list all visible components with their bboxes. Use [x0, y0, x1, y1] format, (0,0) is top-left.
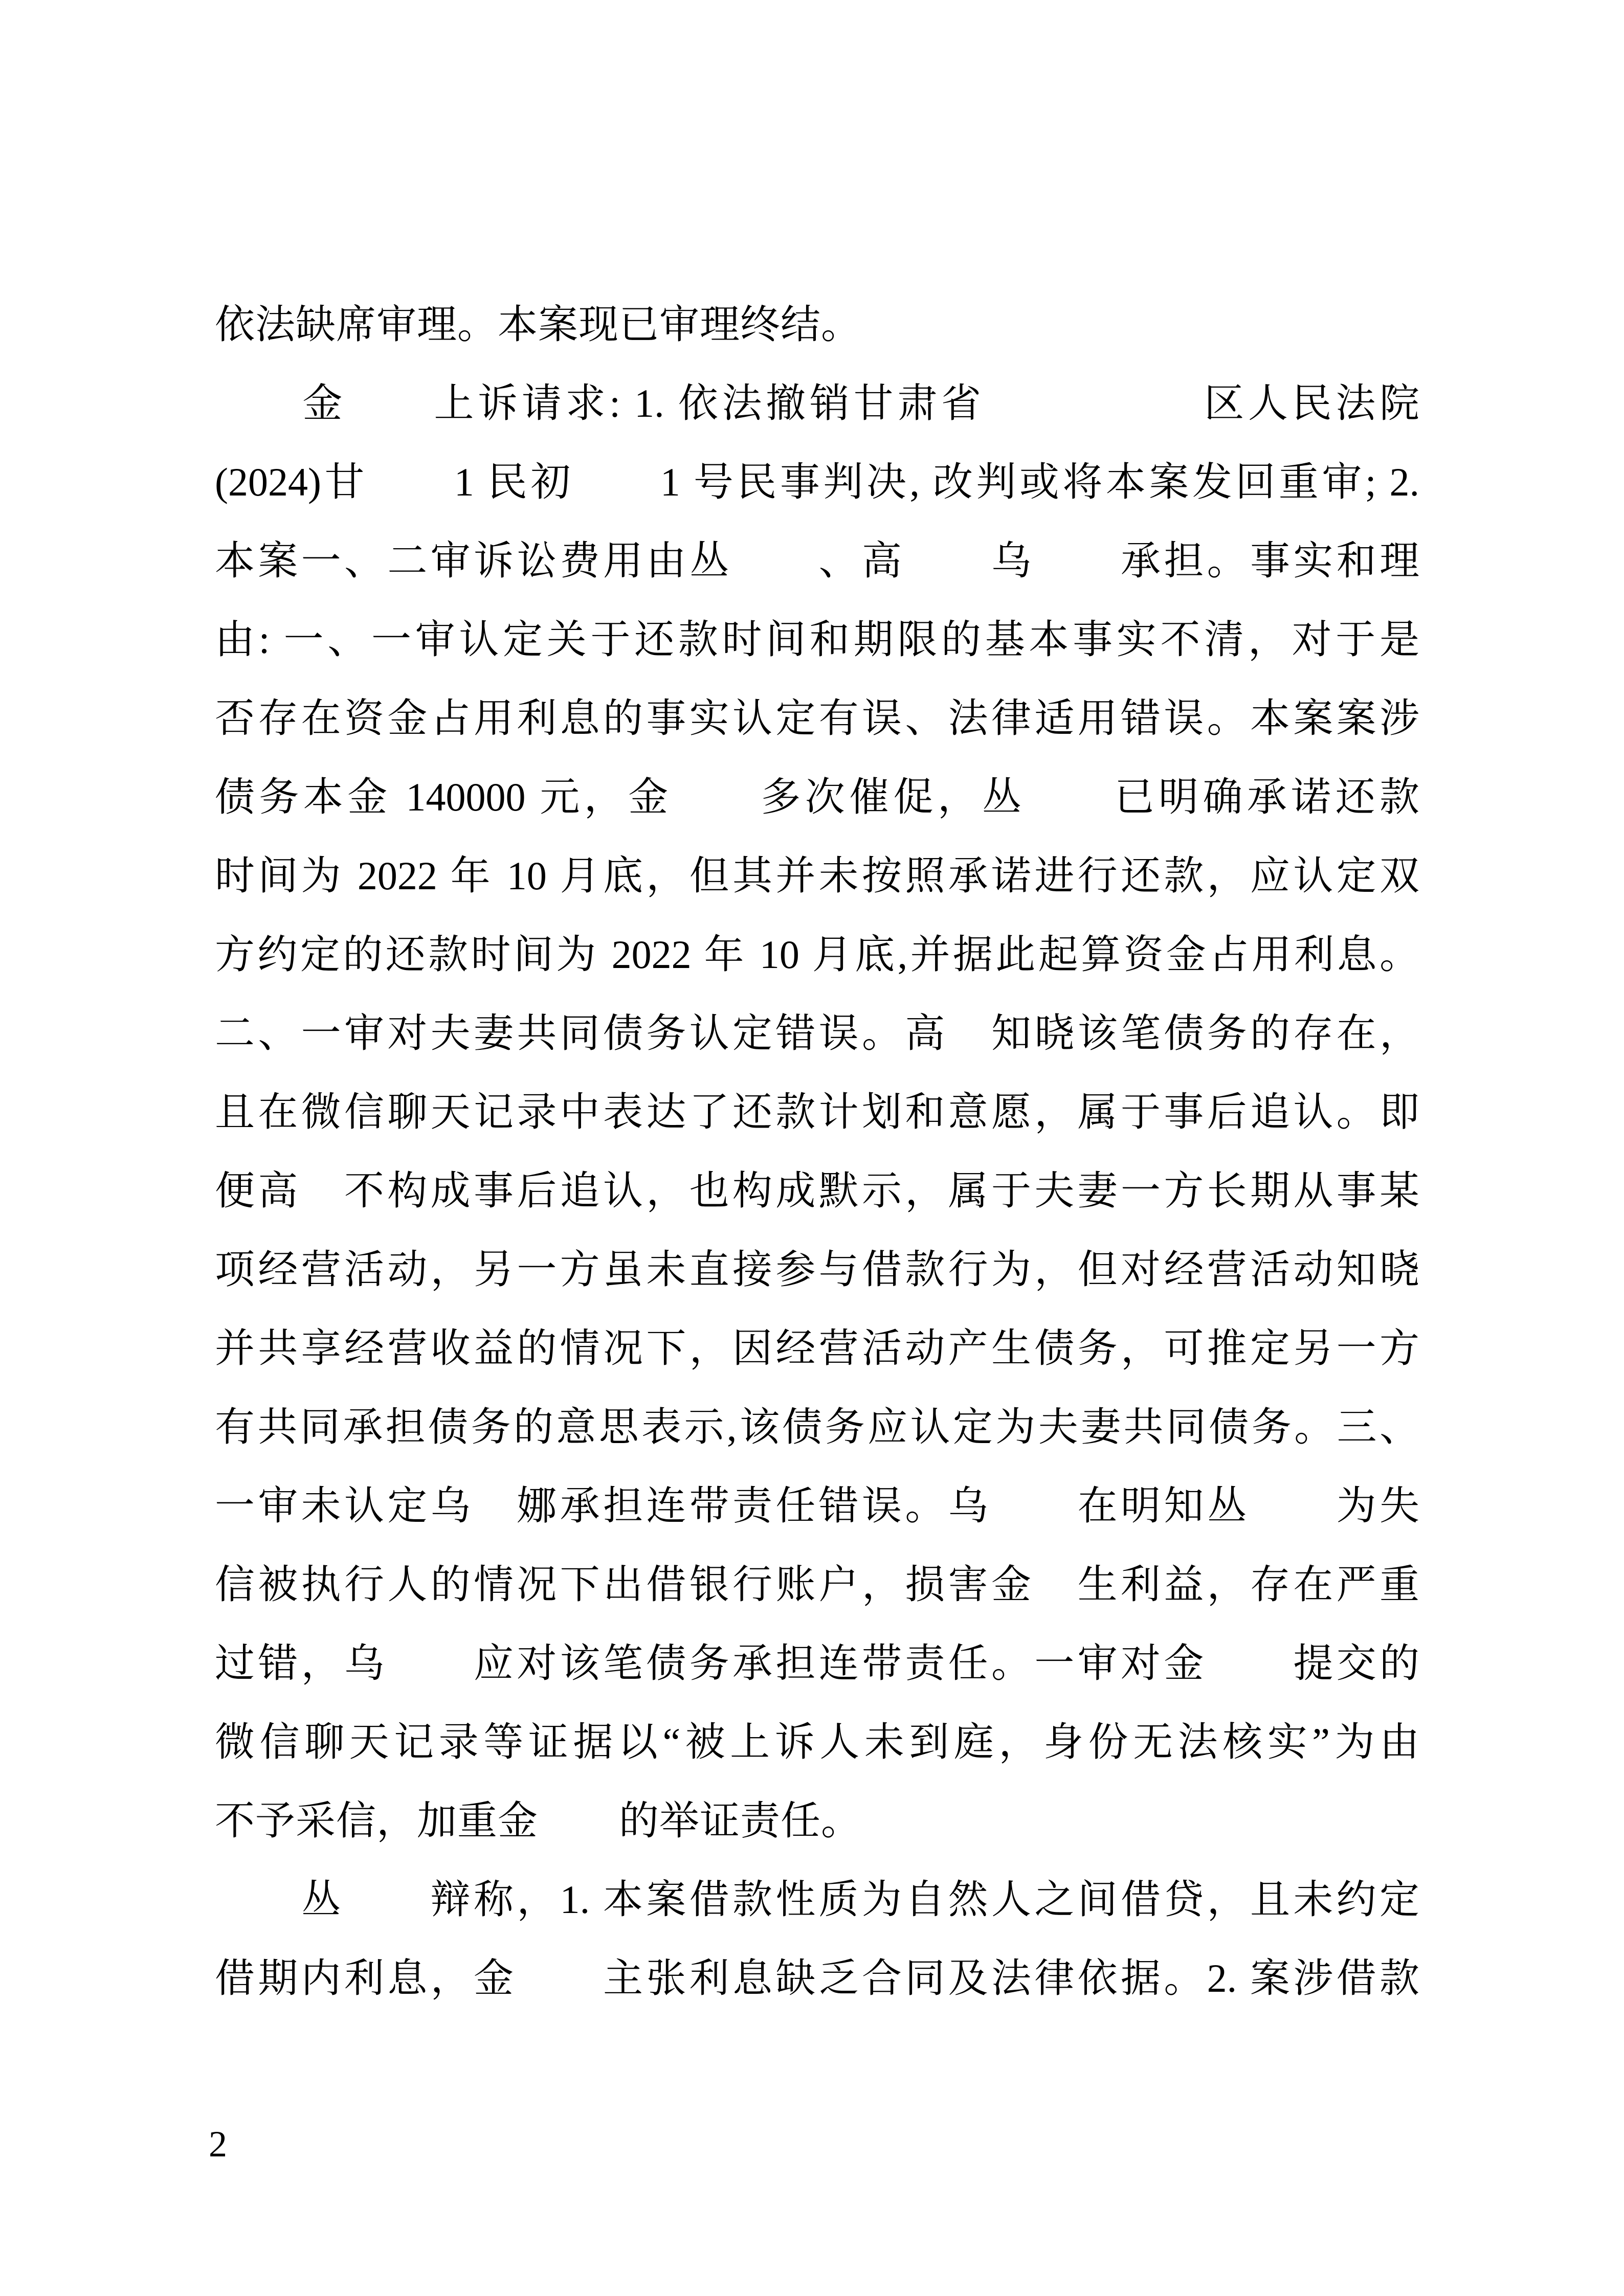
text-line: 方约定的还款时间为 2022 年 10 月底,并据此起算资金占用利息。 — [215, 932, 1419, 977]
text-line: 微信聊天记录等证据以“被上诉人未到庭，身份无法核实”为由 — [215, 1720, 1419, 1764]
text-line: 由: 一、一审认定关于还款时间和期限的基本事实不清，对于是 — [215, 617, 1419, 662]
text-line: 借期内利息，金 主张利息缺乏合同及法律依据。2. 案涉借款 — [215, 1956, 1419, 2000]
text-line: 且在微信聊天记录中表达了还款计划和意愿，属于事后追认。即 — [215, 1090, 1419, 1134]
text-line: 依法缺席审理。本案现已审理终结。 — [215, 302, 862, 347]
page-number: 2 — [209, 2124, 227, 2165]
text-line: (2024)甘 1 民初 1 号民事判决, 改判或将本案发回重审; 2. — [215, 460, 1419, 504]
text-line: 债务本金 140000 元，金 多次催促，丛 已明确承诺还款 — [215, 775, 1419, 819]
text-line: 一审未认定乌 娜承担连带责任错误。乌 在明知丛 为失 — [215, 1483, 1419, 1528]
text-line: 过错，乌 应对该笔债务承担连带责任。一审对金 提交的 — [215, 1641, 1419, 1685]
text-line: 不予采信，加重金 的举证责任。 — [215, 1798, 862, 1843]
text-line: 有共同承担债务的意思表示,该债务应认定为夫妻共同债务。三、 — [215, 1405, 1419, 1449]
text-line: 金 上诉请求: 1. 依法撤销甘肃省 区人民法院 — [215, 381, 1419, 425]
text-line: 并共享经营收益的情况下，因经营活动产生债务，可推定另一方 — [215, 1326, 1419, 1370]
text-line: 否存在资金占用利息的事实认定有误、法律适用错误。本案案涉 — [215, 696, 1419, 740]
text-line: 丛 辩称，1. 本案借款性质为自然人之间借贷，且未约定 — [215, 1877, 1419, 1922]
text-line: 项经营活动，另一方虽未直接参与借款行为，但对经营活动知晓 — [215, 1247, 1419, 1292]
text-line: 二、一审对夫妻共同债务认定错误。高 知晓该笔债务的存在， — [215, 1011, 1419, 1055]
text-line: 时间为 2022 年 10 月底，但其并未按照承诺进行还款，应认定双 — [215, 853, 1419, 898]
text-line: 本案一、二审诉讼费用由丛 、高 乌 承担。事实和理 — [215, 538, 1419, 583]
text-line: 信被执行人的情况下出借银行账户，损害金 生利益，存在严重 — [215, 1562, 1419, 1607]
text-line: 便高 不构成事后追认，也构成默示，属于夫妻一方长期从事某 — [215, 1168, 1419, 1213]
document-body — [215, 285, 1419, 2018]
